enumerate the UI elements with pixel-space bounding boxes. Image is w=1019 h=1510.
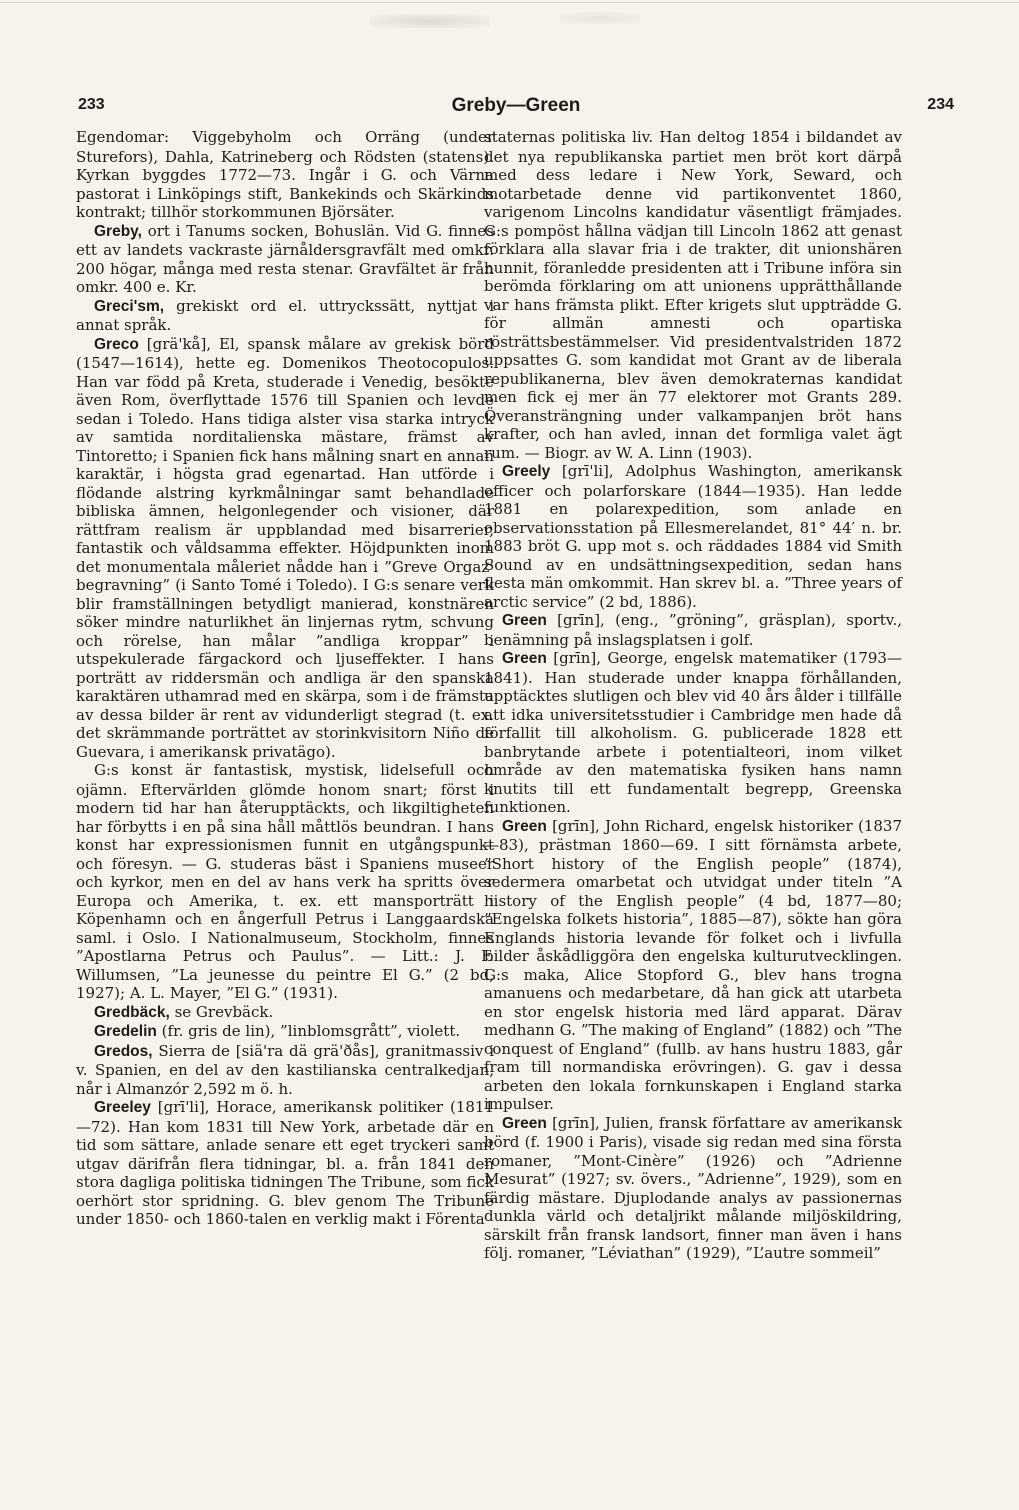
entry-text: grekiskt ord el. uttryckssätt, nyttjat i annat språk. bbox=[76, 296, 494, 334]
entry bbox=[484, 817, 902, 1114]
entry bbox=[76, 1098, 494, 1229]
entry bbox=[76, 1022, 494, 1042]
entry-text: Egendomar: Viggebyholm och Orräng (under Sturefors), Dahla, Katrineberg och Rödsten (statens). Kyrkan byggdes 1772—73. Ingår i G. och Värna pastorat i Linköpings stift, Bankekinds och Skärkinds kontrakt; tillhör storkommunen Björsäter. bbox=[76, 128, 494, 221]
entry bbox=[484, 649, 902, 817]
entry-text: ort i Tanums socken, Bohuslän. Vid G. finnes ett av landets vackraste järnåldersgravfält med omkr. 200 högar, många med resta stenar. Gravfältet är från omkr. 400 e. Kr. bbox=[76, 221, 495, 296]
entry bbox=[484, 128, 902, 462]
entry bbox=[76, 761, 494, 1003]
headword: Green bbox=[502, 1114, 547, 1132]
left-column bbox=[76, 128, 494, 1229]
running-head: Greby—Green bbox=[451, 95, 581, 116]
right-column bbox=[484, 128, 902, 1263]
page-number-right: 234 bbox=[927, 96, 954, 113]
entry bbox=[484, 1114, 902, 1263]
entry bbox=[76, 1003, 494, 1023]
entry-text: [grä'kå], El, spansk målare av grekisk börd (1547—1614), hette eg. Domenikos Theotocopulos. Han var född på Kreta, studerade i Venedig, besökte även Rom, överflyttade 1576 till Spanien och levde sedan i Toledo. Hans tidiga alster visa starka intryck av samtida norditalienska mästare, främst av Tintoretto; i Spanien fick hans målning snart en annan karaktär, i högsta grad egenartad. Han utförde i flödande alstring kyrkmålningar samt behandlade bibliska ämnen, helgonlegender och visioner, där rättfram realism är uppblandad med bisarrerier, fantastik och våldsamma effekter. Höjdpunkten inom det monumentala måleriet nådde han i ”Greve Orgaz’ begravning” (i Santo Tomé i Toledo). I G:s senare verk blir framställningen betydligt manierad, konstnären söker mindre naturlikhet än linjernas rytm, schvung och rörelse, han målar ”andliga kroppar” i utspekulerade färgackord och ljuseffekter. I hans porträtt av riddersmän och andliga är den spanska karaktären uthamrad med en skärpa, som i de främsta av dessa bilder är rent av vidunderligt stegrad (t. ex. det skrämmande porträttet av storinkvisitorn Niño de Guevara, i amerikansk privatägo). bbox=[76, 334, 494, 761]
scan-smudge bbox=[560, 12, 640, 24]
page-number-left: 233 bbox=[78, 96, 105, 113]
entry-text: Sierra de [siä'ra dä grä'ðås], granitmassiv i v. Spanien, en del av den kastilianska centralkedjan, når i Almanzór 2,592 m ö. h. bbox=[76, 1041, 494, 1098]
entry-text: [grīn], Julien, fransk författare av amerikansk börd (f. 1900 i Paris), visade sig redan med sina första romaner, ”Mont-Cinère” (1926) och ”Adrienne Mesurat” (1927; sv. övers., ”Adrienne”, 1929), som en färdig mästare. Djuplodande analys av passionernas dunkla värld och detaljrikt målande miljöskildring, särskilt från fransk landsort, finner man även i hans följ. romaner, ”Léviathan” (1929), ”L’autre sommeil” bbox=[484, 1113, 902, 1262]
entry-text: (fr. gris de lin), ”linblomsgrått”, violett. bbox=[161, 1022, 461, 1040]
headword: Green bbox=[502, 650, 547, 667]
top-edge-line bbox=[0, 2, 1019, 3]
entry bbox=[76, 297, 494, 335]
headword: Greci'sm, bbox=[94, 297, 165, 315]
entry bbox=[76, 335, 494, 762]
entry-text: [grīn], (eng., ”gröning”, gräsplan), sportv., benämning på inslagsplatsen i golf. bbox=[484, 611, 902, 649]
headword: Greby, bbox=[94, 222, 142, 240]
headword: Green bbox=[502, 817, 547, 835]
headword: Gredelin bbox=[94, 1023, 157, 1040]
entry-text: G:s konst är fantastisk, mystisk, lidelsefull och ojämn. Eftervärlden glömde honom snart; först i modern tid har han återupptäckts, och likgiltigheten har förbytts i en på sina håll måttlös beundran. I hans konst har expressionismen funnit en utgångspunkt och föresyn. — G. studeras bäst i Spaniens museer och kyrkor, men en del av hans verk ha spritts över Europa och Amerika, t. ex. ett mansporträtt i Köpenhamn och en ångerfull Petrus i Langgaardska saml. i Oslo. I Nationalmuseum, Stockholm, finnes ”Apostlarna Petrus och Paulus”. — Litt.: J. F. Willumsen, ”La jeunesse du peintre El G.” (2 bd, 1927); A. L. Mayer, ”El G.” (1931). bbox=[76, 761, 494, 1002]
scan-smudge bbox=[370, 14, 490, 28]
headword: Greco bbox=[94, 335, 139, 353]
entry bbox=[76, 128, 494, 222]
headword: Gredos, bbox=[94, 1042, 153, 1060]
entry-text: se Grevbäck. bbox=[174, 1002, 274, 1021]
headword: Greely bbox=[502, 463, 551, 480]
entry bbox=[76, 222, 494, 297]
entry-text: staternas politiska liv. Han deltog 1854 i bildandet av det nya republikanska partiet men bröt kort därpå med dess ledare i New York, Seward, och motarbetade denne vid partikonventet 1860, varigenom Lincolns kandidatur väsentligt främjades. G:s pompöst hållna vädjan till Lincoln 1862 att genast förklara alla slavar fria i de trakter, dit unionshären hunnit, föranledde presidenten att i Tribune införa sin berömda förklaring om att unionens upprätthållande var hans främsta plikt. Efter krigets slut uppträdde G. för allmän amnesti och opartiska rösträttsbestämmelser. Vid presidentvalstriden 1872 uppsattes G. som kandidat mot Grant av de liberala republikanerna, blev även demokraternas kandidat men fick ej mer än 77 elektorer mot Grants 289. Överansträngning under valkampanjen bröt hans krafter, och han avled, innan det formliga valet ägt rum. — Biogr. av W. A. Linn (1903). bbox=[484, 128, 902, 462]
entry bbox=[484, 462, 902, 611]
entry-text: [grīn], John Richard, engelsk historiker (1837—83), prästman 1860—69. I sitt förnämsta arbete, ”Short history of the English people” (1874), sedermera omarbetat och utvidgat under titeln ”A history of the English people” (4 bd, 1877—80; ”Engelska folkets historia”, 1885—87), sökte han göra Englands historia levande för folket och i livfulla bilder åskådliggöra den engelska kulturutvecklingen. G:s maka, Alice Stopford G., blev hans trogna amanuens och medarbetare, då han gick att utarbeta en stor engelsk historia med lärd apparat. Därav medhann G. ”The making of England” (1882) och ”The conquest of England” (fullb. av hans hustru 1883, går fram till normandiska erövringen). G. gav i dessa arbeten den lokala fornkunskapen i England starka impulser. bbox=[484, 816, 902, 1113]
entry bbox=[76, 1042, 494, 1099]
entry-text: [grīn], George, engelsk matematiker (1793—1841). Han studerade under knappa förhållanden, upptäcktes slutligen och blev vid 40 års ålder i tillfälle att idka universitetsstudier i Cambridge men hade då förfallit till alkoholism. G. publicerade 1828 ett banbrytande arbete i potentialteori, inom vilket område av den matematiska fysiken hans namn knutits till ett fundamentalt begrepp, Greenska funktionen. bbox=[484, 649, 902, 816]
entry bbox=[484, 611, 902, 649]
headword: Gredbäck, bbox=[94, 1003, 170, 1021]
headword: Green bbox=[502, 612, 547, 629]
entry-text: [grī'li], Horace, amerikansk politiker (1811—72). Han kom 1831 till New York, arbetade där en tid som sättare, anlade senare ett eget tryckeri samt utgav därifrån flera tidningar, bl. a. från 1841 den stora dagliga politiska tidningen The Tribune, som fick oerhört stor spridning. G. blev genom The Tribune under 1850- och 1860-talen en verklig makt i Förenta bbox=[76, 1098, 494, 1228]
page-header bbox=[78, 96, 954, 122]
entry-text: [grī'li], Adolphus Washington, amerikansk officer och polarforskare (1844—1935). Han ledde 1881 en polarexpedition, som anlade en observationsstation på Ellesmerelandet, 81° 44′ n. br. 1883 bröt G. upp mot s. och räddades 1884 vid Smith Sound av en undsättningsexpedition, sedan hans flesta män omkommit. Han skrev bl. a. ”Three years of arctic service” (2 bd, 1886). bbox=[484, 462, 902, 611]
headword: Greeley bbox=[94, 1099, 151, 1116]
